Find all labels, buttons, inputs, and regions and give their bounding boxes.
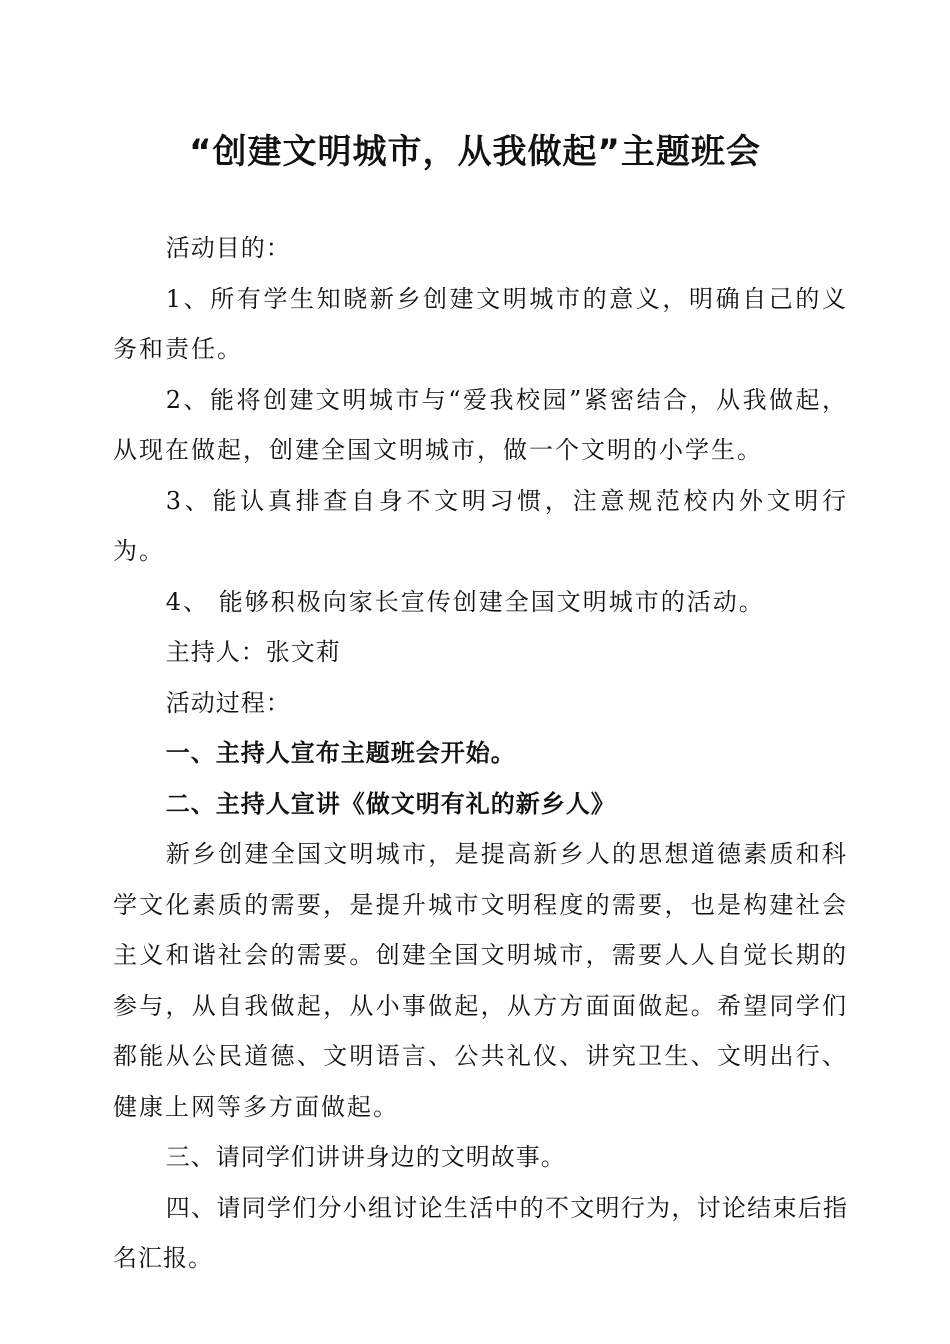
document-title: “创建文明城市，从我做起”主题班会 xyxy=(189,132,761,172)
host-line: 主持人：张文莉 xyxy=(165,638,341,666)
step-two: 二、主持人宣讲《做文明有礼的新乡人》 xyxy=(165,789,616,818)
purpose-item-4: 4、 能够积极向家长宣传创建全国文明城市的活动。 xyxy=(165,587,765,616)
step-one: 一、主持人宣布主题班会开始。 xyxy=(165,739,516,767)
step-three: 三、请同学们讲讲身边的文明故事。 xyxy=(165,1143,566,1171)
step-four: 四、请同学们分小组讨论生活中的不文明行为，讨论结束后指名汇报。 xyxy=(113,1193,848,1272)
process-heading: 活动过程： xyxy=(165,688,291,717)
purpose-item-1: 1、所有学生知晓新乡创建文明城市的意义，明确自己的义务和责任。 xyxy=(113,284,848,363)
speech-paragraph: 新乡创建全国文明城市，是提高新乡人的思想道德素质和科学文化素质的需要，是提升城市文明程度的需要，也是构建社会主义和谐社会的需要。创建全国文明城市，需要人人自觉长期的参与，从自我做起，从小事做起，从方方面面做起。希望同学们都能从公民道德、文明语言、公共礼仪、讲究卫生、文明出行、健康上网等多方面做起。 xyxy=(113,840,848,1121)
document-body xyxy=(113,223,848,1284)
purpose-heading: 活动目的： xyxy=(165,234,291,262)
purpose-item-2: 2、能将创建文明城市与“爱我校园”紧密结合，从我做起，从现在做起，创建全国文明城市，做一个文明的小学生。 xyxy=(113,385,848,464)
purpose-item-3: 3、能认真排查自身不文明习惯，注意规范校内外文明行为。 xyxy=(113,486,848,565)
